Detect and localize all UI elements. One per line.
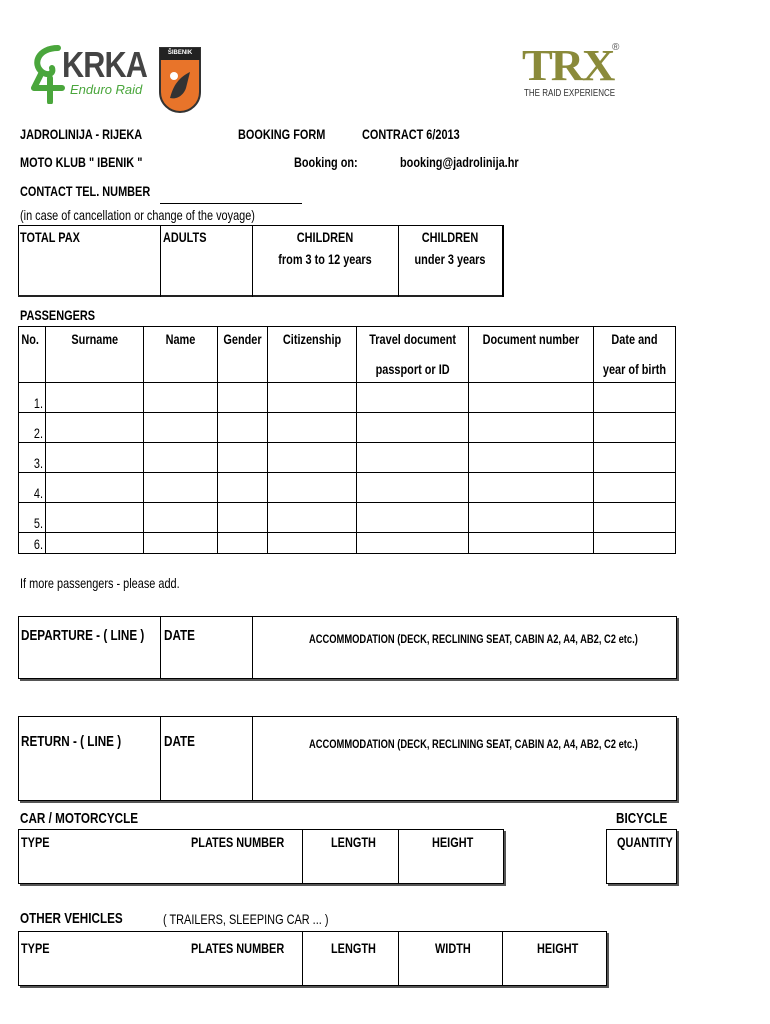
travel-doc-input[interactable] [357, 473, 469, 503]
citizenship-input[interactable] [268, 533, 357, 554]
dob-input[interactable] [594, 413, 676, 443]
passengers-table [18, 326, 676, 554]
table-row: 6. [19, 533, 676, 554]
adults-label: ADULTS [163, 229, 207, 245]
club-name: MOTO KLUB " IBENIK " [20, 154, 143, 170]
return-date-label: DATE [164, 733, 195, 750]
travel-doc-input[interactable] [357, 503, 469, 533]
doc-number-input[interactable] [469, 443, 594, 473]
bicycle-quantity-label: QUANTITY [617, 834, 673, 850]
citizenship-input[interactable] [268, 443, 357, 473]
other-height-label: HEIGHT [537, 940, 579, 956]
surname-input[interactable] [45, 533, 144, 554]
return-box [18, 716, 677, 801]
name-input[interactable] [144, 533, 218, 554]
krka-logo [28, 42, 148, 108]
name-input[interactable] [144, 383, 218, 413]
travel-doc-input[interactable] [357, 443, 469, 473]
contact-note: (in case of cancellation or change of the voyage) [20, 207, 255, 223]
other-vehicles-box [18, 931, 607, 986]
table-row: 2. [19, 413, 676, 443]
table-row: 3. [19, 443, 676, 473]
departure-date-label: DATE [164, 627, 195, 644]
col-date-of-birth: Date and year of birth [594, 327, 676, 383]
col-document-number: Document number [482, 331, 580, 347]
surname-input[interactable] [45, 383, 144, 413]
citizenship-input[interactable] [268, 383, 357, 413]
departure-accommodation-label: ACCOMMODATION (DECK, RECLINING SEAT, CABIN A2, A4, AB2, C2 etc.) [309, 632, 638, 646]
name-input[interactable] [144, 473, 218, 503]
departure-box [18, 616, 677, 679]
gender-input[interactable] [218, 533, 268, 554]
trx-registered: ® [612, 42, 620, 53]
return-accommodation-label: ACCOMMODATION (DECK, RECLINING SEAT, CABIN A2, A4, AB2, C2 etc.) [309, 737, 638, 751]
contact-label: CONTACT TEL. NUMBER [20, 183, 151, 199]
surname-input[interactable] [45, 503, 144, 533]
other-vehicles-title: OTHER VEHICLES [20, 910, 123, 927]
car-height-label: HEIGHT [432, 834, 474, 850]
bicycle-box [606, 829, 677, 884]
car-type-label: TYPE [21, 834, 50, 850]
col-surname: Surname [70, 331, 118, 347]
other-vehicles-subtitle: ( TRAILERS, SLEEPING CAR ... ) [163, 911, 329, 927]
booking-label: Booking on: [294, 154, 358, 170]
doc-number-input[interactable] [469, 383, 594, 413]
booking-email[interactable]: booking@jadrolinija.hr [400, 154, 519, 170]
other-length-label: LENGTH [331, 940, 376, 956]
departure-line-label: DEPARTURE - ( LINE ) [21, 627, 145, 644]
contract-number: CONTRACT 6/2013 [362, 126, 460, 142]
car-title: CAR / MOTORCYCLE [20, 810, 139, 827]
doc-number-input[interactable] [469, 473, 594, 503]
car-box [18, 829, 504, 884]
other-plates-label: PLATES NUMBER [191, 940, 285, 956]
children-3-12-label: CHILDREN from 3 to 12 years [278, 229, 372, 267]
krka-subtitle: Enduro Raid [70, 82, 143, 97]
dob-input[interactable] [594, 383, 676, 413]
car-length-label: LENGTH [331, 834, 376, 850]
trx-subtitle: THE RAID EXPERIENCE [524, 88, 616, 99]
table-row: 5. [19, 503, 676, 533]
travel-doc-input[interactable] [357, 533, 469, 554]
club-badge [156, 42, 204, 114]
form-title: BOOKING FORM [238, 126, 326, 142]
col-gender: Gender [223, 331, 262, 347]
badge-text: ŠIBENIK [167, 50, 193, 56]
doc-number-input[interactable] [469, 503, 594, 533]
table-row: 4. [19, 473, 676, 503]
col-citizenship: Citizenship [282, 331, 342, 347]
col-no: No. [21, 331, 39, 347]
citizenship-input[interactable] [268, 473, 357, 503]
col-name: Name [165, 331, 196, 347]
contact-input-line[interactable] [160, 203, 302, 204]
gender-input[interactable] [218, 383, 268, 413]
doc-number-input[interactable] [469, 533, 594, 554]
return-line-label: RETURN - ( LINE ) [21, 733, 122, 750]
bicycle-title: BICYCLE [616, 810, 668, 827]
doc-number-input[interactable] [469, 413, 594, 443]
citizenship-input[interactable] [268, 503, 357, 533]
gender-input[interactable] [218, 443, 268, 473]
car-plates-label: PLATES NUMBER [191, 834, 285, 850]
passengers-title: PASSENGERS [20, 307, 96, 323]
name-input[interactable] [144, 413, 218, 443]
dob-input[interactable] [594, 443, 676, 473]
surname-input[interactable] [45, 413, 144, 443]
name-input[interactable] [144, 443, 218, 473]
travel-doc-input[interactable] [357, 413, 469, 443]
dob-input[interactable] [594, 533, 676, 554]
surname-input[interactable] [45, 443, 144, 473]
trx-text: TRX [522, 41, 614, 90]
gender-input[interactable] [218, 503, 268, 533]
total-pax-label: TOTAL PAX [20, 229, 80, 245]
krka-text: KRKA [62, 44, 147, 85]
citizenship-input[interactable] [268, 413, 357, 443]
gender-input[interactable] [218, 473, 268, 503]
surname-input[interactable] [45, 473, 144, 503]
name-input[interactable] [144, 503, 218, 533]
trx-logo [522, 40, 632, 106]
children-under-3-label: CHILDREN under 3 years [414, 229, 486, 267]
dob-input[interactable] [594, 503, 676, 533]
other-width-label: WIDTH [435, 940, 471, 956]
other-type-label: TYPE [21, 940, 50, 956]
passengers-header-row [19, 327, 676, 383]
gender-input[interactable] [218, 413, 268, 443]
table-row: 1. [19, 383, 676, 413]
travel-doc-input[interactable] [357, 383, 469, 413]
dob-input[interactable] [594, 473, 676, 503]
company-name: JADROLINIJA - RIJEKA [20, 126, 143, 142]
col-travel-document: Travel document passport or ID [357, 327, 469, 383]
more-passengers-note: If more passengers - please add. [20, 575, 180, 591]
